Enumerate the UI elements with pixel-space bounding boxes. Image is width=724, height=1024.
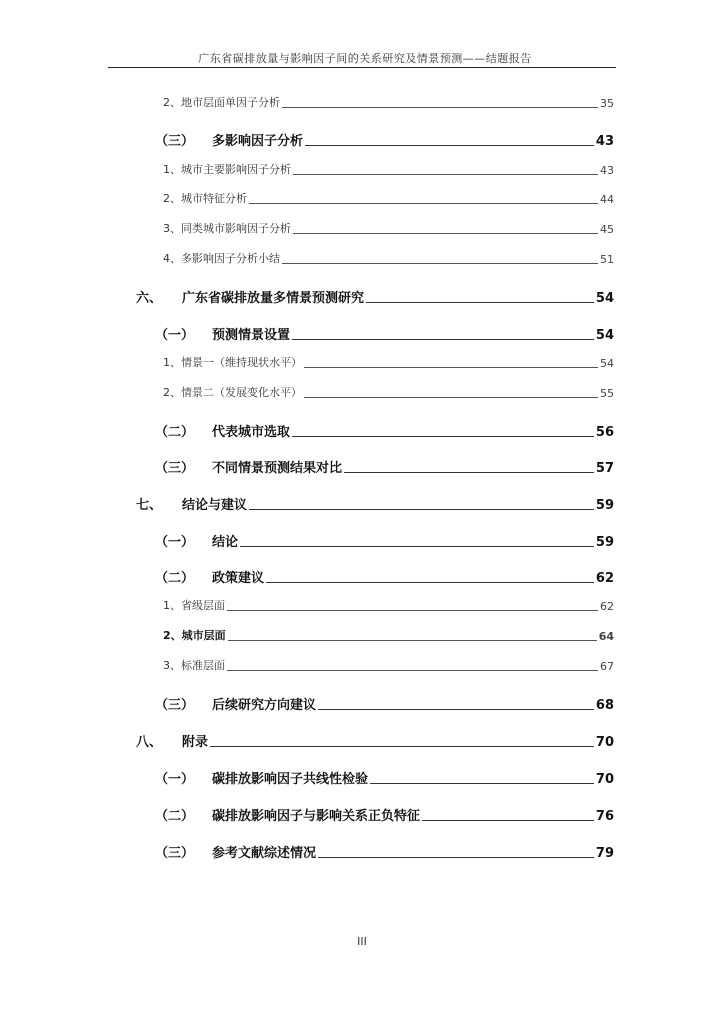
toc-leader xyxy=(266,582,594,583)
toc-entry-page: 35 xyxy=(600,97,614,110)
toc-entry-page: 68 xyxy=(595,698,614,713)
toc-entry-page: 54 xyxy=(595,291,614,306)
toc-entry[interactable] xyxy=(163,190,614,206)
toc-leader xyxy=(240,546,594,547)
toc-entry-title: 政策建议 xyxy=(212,571,265,586)
toc-entry[interactable] xyxy=(155,694,614,713)
toc-entry-page: 62 xyxy=(595,571,614,586)
toc-entry-title: 多影响因子分析 xyxy=(212,134,304,149)
toc-entry-page: 59 xyxy=(595,498,614,513)
toc-leader xyxy=(228,640,597,641)
toc-entry-page: 57 xyxy=(595,461,614,476)
toc-entry-number: （三） xyxy=(155,698,195,713)
toc-entry[interactable] xyxy=(163,384,614,400)
toc-entry[interactable] xyxy=(136,287,614,306)
toc-entry[interactable] xyxy=(155,421,614,440)
toc-entry[interactable] xyxy=(155,805,614,824)
toc-entry-title: 1、省级层面 xyxy=(163,599,225,612)
toc-leader xyxy=(292,339,594,340)
toc-entry-page: 76 xyxy=(595,809,614,824)
toc-leader xyxy=(304,367,598,368)
toc-entry-page: 56 xyxy=(595,425,614,440)
toc-entry-title: 结论 xyxy=(212,535,239,550)
toc-entry-number: （一） xyxy=(155,772,195,787)
toc-entry-page: 51 xyxy=(600,253,614,266)
toc-leader xyxy=(227,610,598,611)
toc-entry[interactable] xyxy=(155,842,614,861)
page-number: III xyxy=(357,935,367,948)
toc-entry-title: 2、地市层面单因子分析 xyxy=(163,96,280,109)
toc-entry-page: 55 xyxy=(600,387,614,400)
toc-entry[interactable] xyxy=(163,220,614,236)
toc-entry-number: （一） xyxy=(155,328,195,343)
toc-entry-number: （三） xyxy=(155,461,195,476)
toc-entry[interactable] xyxy=(155,324,614,343)
toc-entry-number: 七、 xyxy=(136,498,163,513)
toc-entry[interactable] xyxy=(163,627,614,643)
toc-entry[interactable] xyxy=(163,250,614,266)
toc-entry[interactable] xyxy=(155,130,614,149)
toc-entry-page: 44 xyxy=(600,193,614,206)
toc-leader xyxy=(366,302,594,303)
toc-leader xyxy=(282,263,598,264)
toc-entry[interactable] xyxy=(163,657,614,673)
toc-entry-title: 3、标准层面 xyxy=(163,659,225,672)
toc-entry[interactable] xyxy=(163,354,614,370)
toc-entry-number: （一） xyxy=(155,535,195,550)
toc-entry-page: 54 xyxy=(595,328,614,343)
toc-entry-page: 62 xyxy=(600,600,614,613)
toc-leader xyxy=(293,233,598,234)
toc-entry-title: 碳排放影响因子共线性检验 xyxy=(212,772,369,787)
toc-entry[interactable] xyxy=(155,457,614,476)
toc-entry[interactable] xyxy=(155,768,614,787)
toc-entry-title: 后续研究方向建议 xyxy=(212,698,317,713)
toc-leader xyxy=(293,174,598,175)
toc-entry-title: 3、同类城市影响因子分析 xyxy=(163,222,291,235)
toc-entry-title: 预测情景设置 xyxy=(212,328,291,343)
toc-leader xyxy=(304,397,598,398)
toc-entry-title: 参考文献综述情况 xyxy=(212,846,317,861)
toc-entry-number: 八、 xyxy=(136,735,163,750)
toc-entry[interactable] xyxy=(136,494,614,513)
toc-entry-number: 六、 xyxy=(136,291,163,306)
toc-entry-title: 广东省碳排放量多情景预测研究 xyxy=(182,291,365,306)
toc-leader xyxy=(305,145,594,146)
toc-leader xyxy=(344,472,594,473)
toc-leader xyxy=(282,107,598,108)
toc-entry-title: 结论与建议 xyxy=(182,498,248,513)
toc-entry-number: （二） xyxy=(155,809,195,824)
toc-entry[interactable] xyxy=(163,597,614,613)
toc-entry-page: 43 xyxy=(600,164,614,177)
toc-entry[interactable] xyxy=(136,731,614,750)
toc-leader xyxy=(210,746,594,747)
toc-entry-page: 45 xyxy=(600,223,614,236)
toc-entry-title: 2、城市层面 xyxy=(163,629,226,642)
toc-leader xyxy=(249,509,594,510)
toc-leader xyxy=(318,857,594,858)
toc-leader xyxy=(249,203,598,204)
toc-entry-page: 67 xyxy=(600,660,614,673)
toc-leader xyxy=(422,820,594,821)
toc-entry-page: 64 xyxy=(598,630,614,643)
toc-entry-page: 54 xyxy=(600,357,614,370)
toc-entry[interactable] xyxy=(155,531,614,550)
toc-entry-title: 碳排放影响因子与影响关系正负特征 xyxy=(212,809,421,824)
running-header: 广东省碳排放量与影响因子间的关系研究及情景预测——结题报告 xyxy=(198,52,532,65)
toc-entry-number: （三） xyxy=(155,846,195,861)
toc-entry-title: 2、情景二（发展变化水平） xyxy=(163,386,302,399)
toc-leader xyxy=(292,436,594,437)
toc-entry[interactable] xyxy=(163,161,614,177)
toc-entry[interactable] xyxy=(155,567,614,586)
toc-entry-page: 70 xyxy=(595,772,614,787)
toc-entry-title: 1、城市主要影响因子分析 xyxy=(163,163,291,176)
toc-leader xyxy=(370,783,594,784)
toc-leader xyxy=(318,709,594,710)
toc-entry-title: 不同情景预测结果对比 xyxy=(212,461,343,476)
toc-entry-title: 4、多影响因子分析小结 xyxy=(163,252,280,265)
toc-entry-page: 59 xyxy=(595,535,614,550)
toc-entry-title: 附录 xyxy=(182,735,209,750)
toc-entry-title: 代表城市选取 xyxy=(212,425,291,440)
toc-entry-page: 43 xyxy=(595,134,614,149)
toc-entry-number: （三） xyxy=(155,134,195,149)
toc-entry-title: 2、城市特征分析 xyxy=(163,192,247,205)
toc-leader xyxy=(227,670,598,671)
toc-entry-page: 70 xyxy=(595,735,614,750)
toc-entry-number: （二） xyxy=(155,425,195,440)
toc-entry-page: 79 xyxy=(595,846,614,861)
toc-entry[interactable] xyxy=(163,94,614,110)
toc-entry-number: （二） xyxy=(155,571,195,586)
toc-entry-title: 1、情景一（维持现状水平） xyxy=(163,356,302,369)
